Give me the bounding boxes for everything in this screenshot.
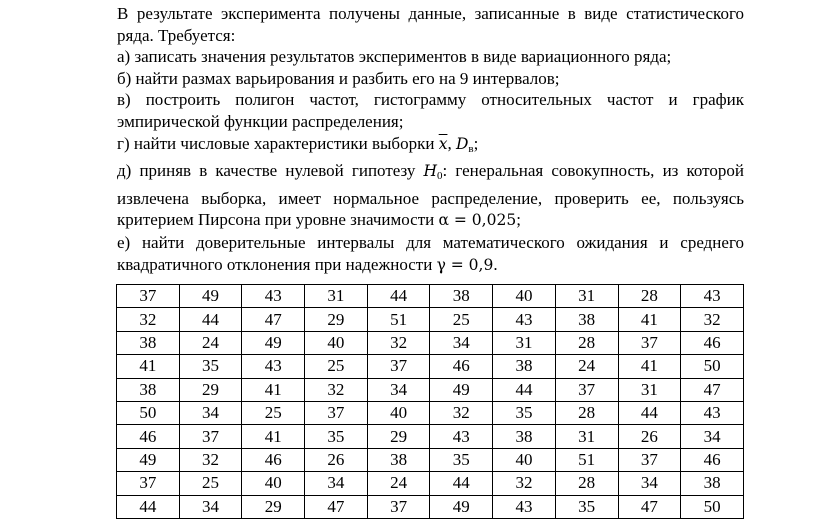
table-cell: 35 xyxy=(555,495,618,518)
table-cell: 43 xyxy=(681,285,744,308)
table-cell: 38 xyxy=(117,378,180,401)
table-cell: 50 xyxy=(117,401,180,424)
table-cell: 44 xyxy=(430,472,493,495)
table-cell: 46 xyxy=(117,425,180,448)
table-cell: 46 xyxy=(242,448,305,471)
table-cell: 32 xyxy=(117,308,180,331)
table-cell: 32 xyxy=(305,378,368,401)
table-cell: 38 xyxy=(555,308,618,331)
table-cell: 51 xyxy=(555,448,618,471)
table-cell: 43 xyxy=(430,425,493,448)
table-cell: 50 xyxy=(681,355,744,378)
table-cell: 46 xyxy=(681,331,744,354)
table-cell: 40 xyxy=(242,472,305,495)
table-cell: 49 xyxy=(179,285,242,308)
table-cell: 31 xyxy=(555,425,618,448)
table-cell: 47 xyxy=(305,495,368,518)
table-cell: 34 xyxy=(430,331,493,354)
table-cell: 43 xyxy=(493,495,556,518)
task-item-d-text: г) найти числовые характеристики выборки xyxy=(117,133,439,153)
table-cell: 47 xyxy=(242,308,305,331)
table-cell: 47 xyxy=(681,378,744,401)
table-cell: 41 xyxy=(117,355,180,378)
table-cell: 40 xyxy=(305,331,368,354)
table-cell: 25 xyxy=(430,308,493,331)
table-row xyxy=(117,355,744,378)
sample-mean-symbol: $\overline{x}$ xyxy=(438,134,448,153)
table-cell: 37 xyxy=(367,355,430,378)
table-cell: 46 xyxy=(681,448,744,471)
task-item-b: б) найти размах варьирования и разбить его на 9 интервалов; xyxy=(117,68,560,88)
table-cell: 38 xyxy=(493,425,556,448)
table-cell: 44 xyxy=(179,308,242,331)
table-cell: 37 xyxy=(618,448,681,471)
table-cell: 46 xyxy=(430,355,493,378)
statistical-series-table xyxy=(116,284,744,519)
table-cell: 51 xyxy=(367,308,430,331)
table-cell: 25 xyxy=(242,401,305,424)
table-cell: 41 xyxy=(242,425,305,448)
task-item-e xyxy=(117,160,744,232)
table-cell: 25 xyxy=(305,355,368,378)
significance-level: α = 0,025 xyxy=(438,211,517,230)
table-cell: 38 xyxy=(681,472,744,495)
table-cell: 41 xyxy=(242,378,305,401)
task-item-d xyxy=(117,133,744,161)
table-cell: 49 xyxy=(430,495,493,518)
task-item-c: в) построить полигон частот, гистограмму относительных частот и график эмпирической функции распределения; xyxy=(117,90,744,131)
table-cell: 31 xyxy=(305,285,368,308)
table-cell: 31 xyxy=(618,378,681,401)
hypothesis-subscript: 0 xyxy=(437,170,443,183)
table-cell: 34 xyxy=(681,425,744,448)
task-intro: В результате эксперимента получены данные, записанные в виде статистического ряда. Требуется: xyxy=(117,4,744,45)
table-cell: 44 xyxy=(618,401,681,424)
table-cell: 43 xyxy=(681,401,744,424)
table-cell: 49 xyxy=(430,378,493,401)
table-cell: 32 xyxy=(493,472,556,495)
task-text xyxy=(117,3,744,276)
table-cell: 43 xyxy=(242,355,305,378)
table-row xyxy=(117,308,744,331)
table-row xyxy=(117,448,744,471)
table-row xyxy=(117,331,744,354)
table-cell: 29 xyxy=(179,378,242,401)
table-cell: 26 xyxy=(305,448,368,471)
table-cell: 34 xyxy=(179,495,242,518)
task-item-d-separator: , xyxy=(447,133,456,153)
sample-variance-subscript: в xyxy=(468,142,474,155)
task-item-f xyxy=(117,232,744,276)
table-cell: 43 xyxy=(242,285,305,308)
table-cell: 28 xyxy=(555,472,618,495)
table-cell: 34 xyxy=(618,472,681,495)
task-item-e-end: ; xyxy=(516,210,521,230)
task-item-f-end: . xyxy=(493,254,498,274)
table-cell: 41 xyxy=(618,355,681,378)
table-row xyxy=(117,425,744,448)
table-cell: 37 xyxy=(305,401,368,424)
table-cell: 24 xyxy=(555,355,618,378)
table-cell: 29 xyxy=(305,308,368,331)
table-cell: 31 xyxy=(555,285,618,308)
table-cell: 28 xyxy=(555,401,618,424)
table-cell: 24 xyxy=(367,472,430,495)
table-cell: 49 xyxy=(242,331,305,354)
table-cell: 37 xyxy=(618,331,681,354)
table-cell: 31 xyxy=(493,331,556,354)
table-cell: 47 xyxy=(618,495,681,518)
table-cell: 37 xyxy=(179,425,242,448)
table-cell: 29 xyxy=(367,425,430,448)
table-cell: 32 xyxy=(179,448,242,471)
table-cell: 32 xyxy=(430,401,493,424)
table-cell: 34 xyxy=(179,401,242,424)
table-cell: 44 xyxy=(493,378,556,401)
table-row xyxy=(117,401,744,424)
table-cell: 37 xyxy=(555,378,618,401)
table-row xyxy=(117,472,744,495)
task-item-e-text: д) приняв в качестве нулевой гипотезу xyxy=(117,161,424,181)
table-cell: 38 xyxy=(117,331,180,354)
table-cell: 35 xyxy=(305,425,368,448)
table-cell: 49 xyxy=(117,448,180,471)
table-cell: 37 xyxy=(117,472,180,495)
task-item-e-middle: : генеральная совокупность, из которой извлечена выборка, имеет нормальное распределение, проверить ее, пользуясь критерием Пирсона при уровне значимости xyxy=(117,161,744,230)
task-item-a: а) записать значения результатов экспериментов в виде вариационного ряда; xyxy=(117,47,672,67)
table-cell: 35 xyxy=(179,355,242,378)
table-cell: 24 xyxy=(179,331,242,354)
table-cell: 50 xyxy=(681,495,744,518)
table-cell: 32 xyxy=(681,308,744,331)
table-cell: 40 xyxy=(493,448,556,471)
table-cell: 38 xyxy=(493,355,556,378)
table-cell: 40 xyxy=(493,285,556,308)
task-item-d-end: ; xyxy=(473,133,479,153)
table-cell: 44 xyxy=(367,285,430,308)
hypothesis-symbol: H xyxy=(423,162,438,181)
table-cell: 29 xyxy=(242,495,305,518)
table-cell: 44 xyxy=(117,495,180,518)
table-cell: 35 xyxy=(493,401,556,424)
reliability-level: γ = 0,9 xyxy=(436,255,494,274)
table-cell: 32 xyxy=(367,331,430,354)
table-cell: 34 xyxy=(305,472,368,495)
table-row xyxy=(117,378,744,401)
table-row xyxy=(117,495,744,518)
table-cell: 43 xyxy=(493,308,556,331)
table-cell: 40 xyxy=(367,401,430,424)
table-row xyxy=(117,285,744,308)
table-cell: 26 xyxy=(618,425,681,448)
table-cell: 34 xyxy=(367,378,430,401)
table-cell: 37 xyxy=(117,285,180,308)
table-cell: 28 xyxy=(555,331,618,354)
task-item-f-text: е) найти доверительные интервалы для математического ожидания и среднего квадратичного отклонения при надежности xyxy=(117,232,744,274)
table-cell: 38 xyxy=(430,285,493,308)
table-cell: 25 xyxy=(179,472,242,495)
table-cell: 41 xyxy=(618,308,681,331)
table-cell: 35 xyxy=(430,448,493,471)
table-cell: 37 xyxy=(367,495,430,518)
table-cell: 28 xyxy=(618,285,681,308)
sample-variance-symbol: D xyxy=(455,134,469,153)
table-cell: 38 xyxy=(367,448,430,471)
